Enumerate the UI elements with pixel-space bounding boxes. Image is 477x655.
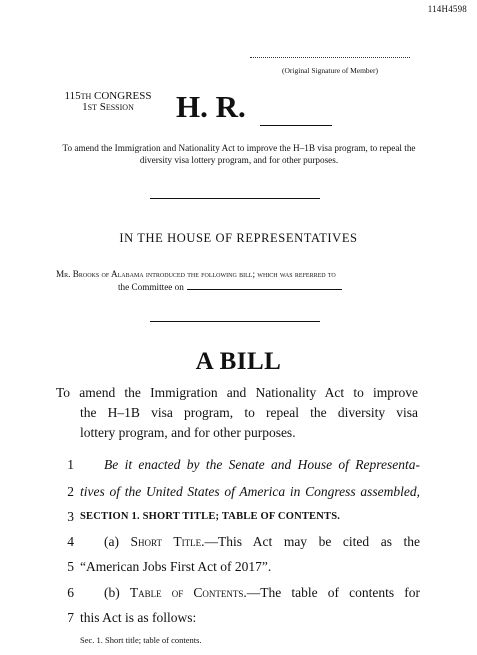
section-heading: SECTION 1. SHORT TITLE; TABLE OF CONTENTS. — [80, 511, 341, 522]
bill-title: A BILL — [195, 348, 282, 375]
divider-rule — [150, 198, 320, 199]
line-number: 4 — [67, 534, 74, 549]
line-number: 1 — [67, 457, 74, 472]
introduction-line: Mr. Brooks of Alabama introduced the following bill; which was referred to — [56, 269, 336, 279]
signature-line — [250, 57, 410, 58]
bill-line — [58, 532, 420, 552]
session-label: 1st Session — [82, 101, 134, 113]
long-title-line: the H–1B visa program, to repeal the diversity visa — [80, 405, 418, 420]
short-title-text: “American Jobs First Act of 2017”. — [80, 559, 272, 574]
signature-caption: (Original Signature of Member) — [281, 66, 378, 75]
document-id: 114H4598 — [427, 4, 467, 14]
committee-blank — [187, 281, 342, 290]
chamber-heading: IN THE HOUSE OF REPRESENTATIVES — [119, 231, 358, 245]
line-number: 3 — [67, 509, 74, 524]
bill-designation: H. R. — [176, 89, 246, 124]
bill-line — [58, 557, 420, 577]
line-number: 6 — [67, 585, 74, 600]
line-number: 2 — [67, 484, 74, 499]
long-title — [56, 383, 418, 443]
toc-entry: Sec. 1. Short title; table of contents. — [80, 635, 202, 645]
long-title-line: To amend the Immigration and Nationality Act to improve — [56, 385, 418, 400]
bill-line — [58, 583, 420, 603]
enacting-clause: tives of the United States of America in Congress assembled, — [80, 484, 420, 499]
toc-intro-text: (b) Table of Contents.—The table of contents for — [104, 585, 420, 600]
committee-line — [56, 281, 420, 294]
bill-line — [58, 455, 420, 475]
line-number: 5 — [67, 559, 74, 574]
short-title-text: (a) Short Title.—This Act may be cited as the — [104, 534, 420, 549]
toc-intro-text: this Act is as follows: — [80, 610, 197, 625]
bill-line — [58, 507, 420, 527]
divider-rule — [150, 321, 320, 322]
line-number: 7 — [67, 610, 74, 625]
purpose-summary: To amend the Immigration and Nationality Act to improve the H–1B visa program, to repeal the diversity visa lottery program, and for other purposes. — [62, 143, 416, 165]
introduction-statement — [56, 268, 420, 294]
committee-label: the Committee on — [118, 282, 184, 292]
long-title-line: lottery program, and for other purposes. — [80, 425, 296, 440]
congress-session — [56, 91, 160, 113]
bill-number-blank — [260, 125, 332, 126]
bill-line — [58, 482, 420, 502]
subsection-heading: Short Title. — [130, 534, 205, 549]
congress-label: 115th CONGRESS — [64, 90, 152, 102]
enacting-clause: Be it enacted by the Senate and House of Representa- — [104, 457, 420, 472]
bill-line — [58, 608, 420, 628]
subsection-heading: Table of Contents. — [129, 585, 247, 600]
